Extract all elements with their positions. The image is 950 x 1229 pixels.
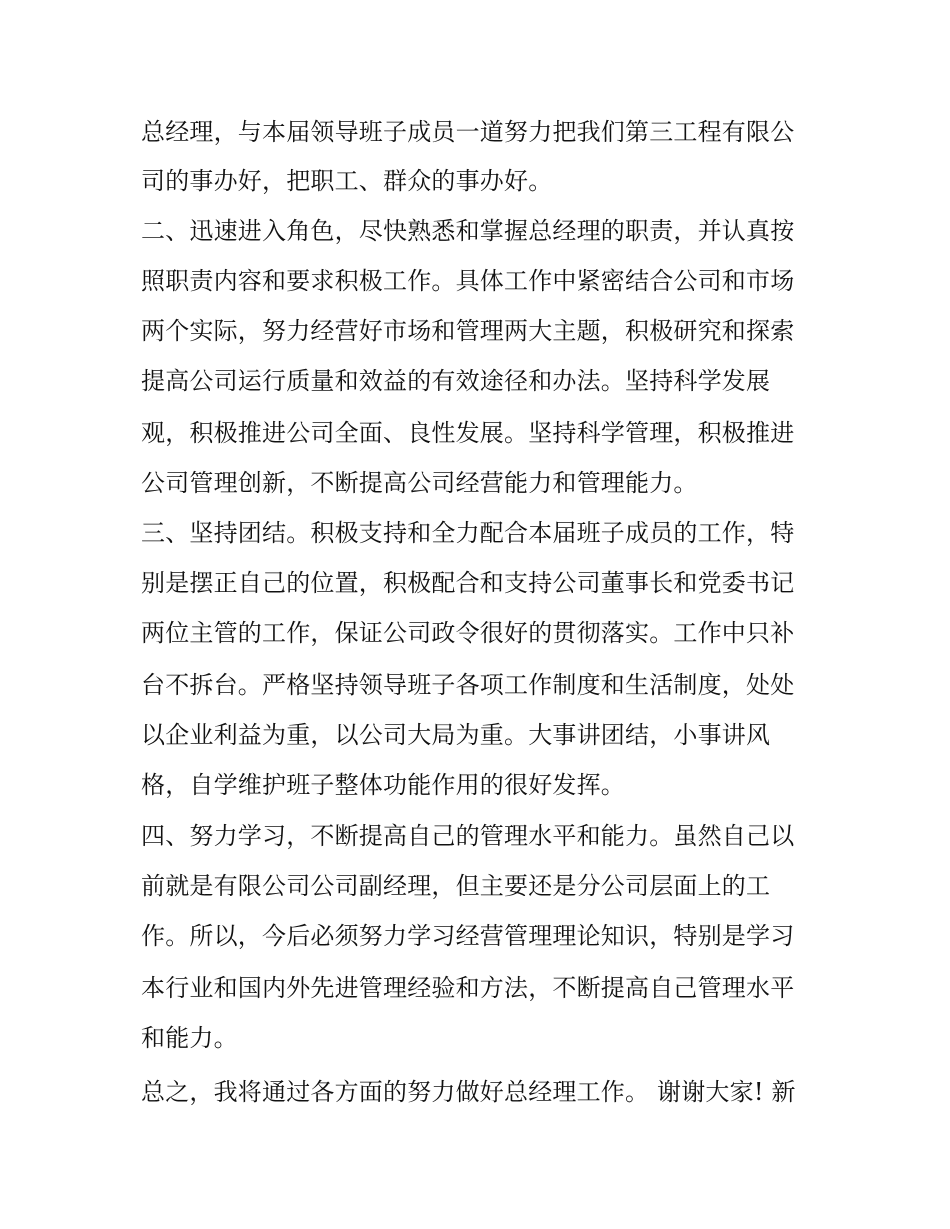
text-line: 作。所以，今后必须努力学习经营管理理论知识，特别是学习 (141, 922, 795, 950)
text-line: 以企业利益为重，以公司大局为重。大事讲团结，小事讲风 (141, 721, 771, 749)
text-line: 总之，我将通过各方面的努力做好总经理工作。 谢谢大家! 新 (141, 1078, 796, 1106)
text-line: 司的事办好，把职工、群众的事办好。 (141, 167, 553, 195)
text-line: 前就是有限公司公司副经理，但主要还是分公司层面上的工 (141, 872, 771, 900)
text-line: 两位主管的工作，保证公司政令很好的贯彻落实。工作中只补 (141, 619, 795, 647)
text-line: 三、坚持团结。积极支持和全力配合本届班子成员的工作，特 (141, 519, 795, 547)
text-line: 两个实际，努力经营好市场和管理两大主题，积极研究和探索 (141, 317, 795, 345)
text-line: 照职责内容和要求积极工作。具体工作中紧密结合公司和市场 (141, 267, 795, 295)
text-line: 本行业和国内外先进管理经验和方法，不断提高自己管理水平 (141, 974, 795, 1002)
text-line: 观，积极推进公司全面、良性发展。坚持科学管理，积极推进 (141, 419, 795, 447)
text-line: 总经理，与本届领导班子成员一道努力把我们第三工程有限公 (141, 118, 795, 146)
text-line: 提高公司运行质量和效益的有效途径和办法。坚持科学发展 (141, 367, 771, 395)
text-line: 二、迅速进入角色，尽快熟悉和掌握总经理的职责，并认真按 (141, 217, 795, 245)
text-line: 别是摆正自己的位置，积极配合和支持公司董事长和党委书记 (141, 569, 795, 597)
text-line: 公司管理创新，不断提高公司经营能力和管理能力。 (141, 469, 698, 497)
text-line: 台不拆台。严格坚持领导班子各项工作制度和生活制度，处处 (141, 671, 795, 699)
text-line: 四、努力学习，不断提高自己的管理水平和能力。虽然自己以 (141, 822, 795, 850)
text-line: 和能力。 (141, 1024, 238, 1052)
text-line: 格，自学维护班子整体功能作用的很好发挥。 (141, 771, 625, 799)
